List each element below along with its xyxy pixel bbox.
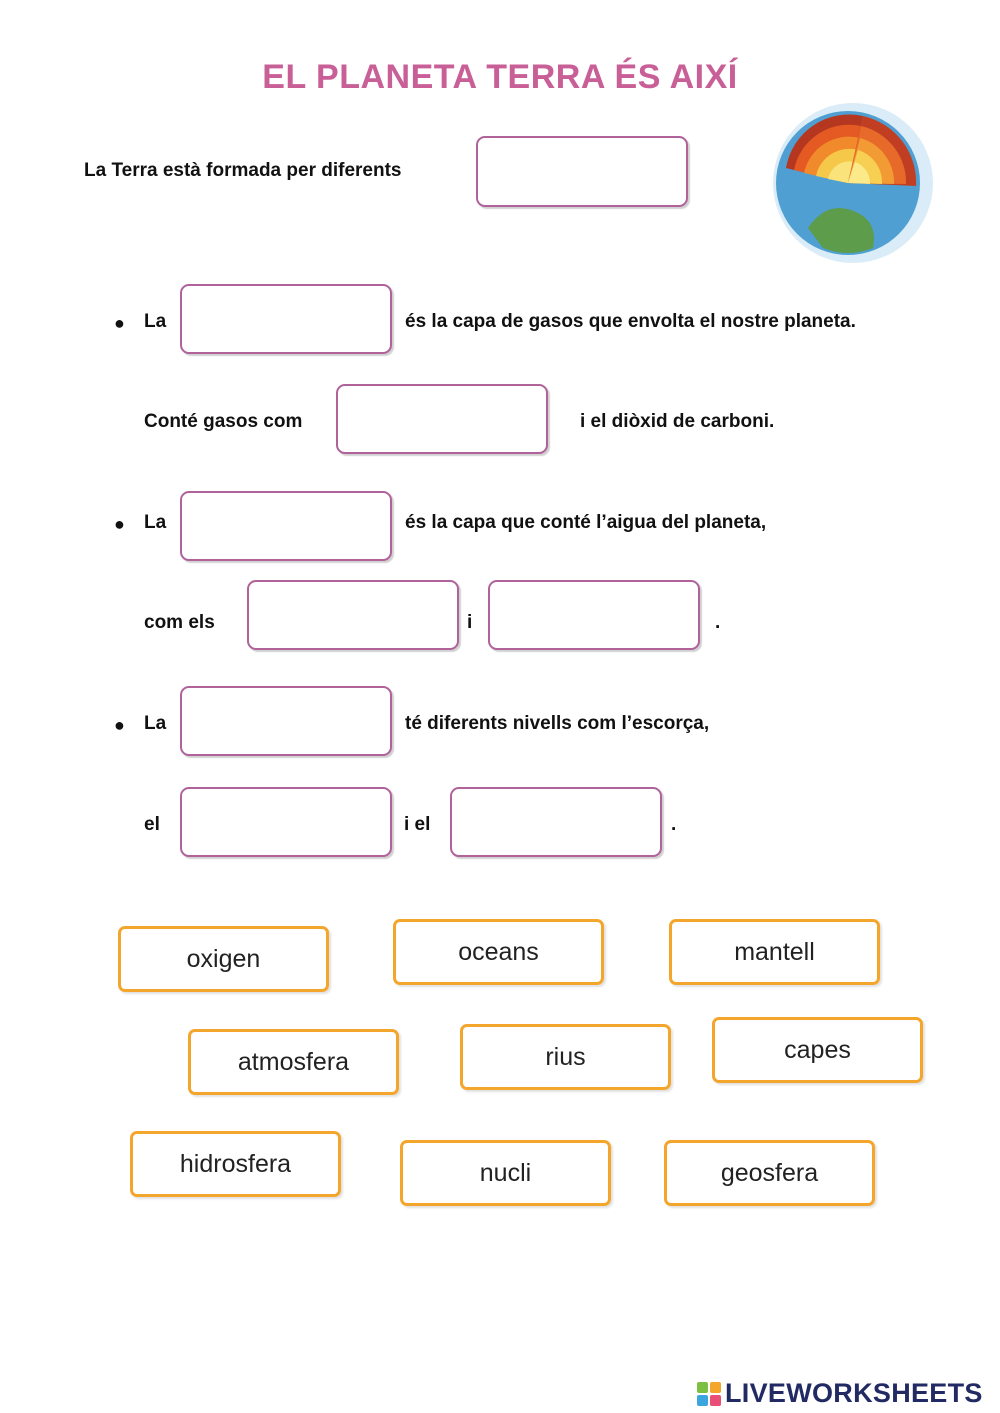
bullet-3: ● bbox=[114, 715, 125, 735]
word-card-geosfera[interactable]: geosfera bbox=[664, 1140, 875, 1206]
brand-footer bbox=[697, 1378, 983, 1409]
intro-text: La Terra està formada per diferents bbox=[84, 160, 402, 181]
brand-name: LIVEWORKSHEETS bbox=[725, 1378, 983, 1408]
geosphere-line2-el: el bbox=[144, 814, 160, 835]
word-card-atmosfera[interactable]: atmosfera bbox=[188, 1029, 399, 1095]
word-card-mantell[interactable]: mantell bbox=[669, 919, 880, 985]
hydrosphere-line2-text: com els bbox=[144, 612, 215, 633]
word-card-hidrosfera[interactable]: hidrosfera bbox=[130, 1131, 341, 1197]
atmosphere-line2-end: i el diòxid de carboni. bbox=[580, 411, 775, 432]
bullet-2: ● bbox=[114, 514, 125, 534]
hydrosphere-line2-period: . bbox=[715, 612, 721, 633]
answer-box-nucli[interactable] bbox=[450, 787, 662, 857]
geosphere-la: La bbox=[144, 713, 167, 734]
liveworksheets-logo-icon bbox=[697, 1382, 721, 1406]
answer-box-oxigen[interactable] bbox=[336, 384, 548, 454]
word-card-oxigen[interactable]: oxigen bbox=[118, 926, 329, 992]
answer-box-rius[interactable] bbox=[488, 580, 700, 650]
answer-box-hidrosfera[interactable] bbox=[180, 491, 392, 561]
earth-layers-icon bbox=[773, 103, 933, 263]
geosphere-line2-i-el: i el bbox=[404, 814, 431, 835]
answer-box-mantell[interactable] bbox=[180, 787, 392, 857]
hydrosphere-line1-text: és la capa que conté l’aigua del planeta, bbox=[405, 512, 767, 533]
geosphere-line1-text: té diferents nivells com l’escorça, bbox=[405, 713, 710, 734]
answer-box-capes[interactable] bbox=[476, 136, 688, 207]
answer-box-atmosfera[interactable] bbox=[180, 284, 392, 354]
hydrosphere-la: La bbox=[144, 512, 167, 533]
geosphere-line2-period: . bbox=[671, 814, 677, 835]
earth-layers-illustration bbox=[768, 98, 938, 268]
answer-box-geosfera[interactable] bbox=[180, 686, 392, 756]
bullet-1: ● bbox=[114, 313, 125, 333]
page-title: EL PLANETA TERRA ÉS AIXÍ bbox=[262, 58, 738, 96]
word-card-capes[interactable]: capes bbox=[712, 1017, 923, 1083]
atmosphere-line1-text: és la capa de gasos que envolta el nostre planeta. bbox=[405, 311, 856, 332]
answer-box-oceans[interactable] bbox=[247, 580, 459, 650]
word-card-oceans[interactable]: oceans bbox=[393, 919, 604, 985]
word-card-nucli[interactable]: nucli bbox=[400, 1140, 611, 1206]
atmosphere-line2-text: Conté gasos com bbox=[144, 411, 303, 432]
hydrosphere-line2-i: i bbox=[467, 612, 473, 633]
word-card-rius[interactable]: rius bbox=[460, 1024, 671, 1090]
atmosphere-la: La bbox=[144, 311, 167, 332]
